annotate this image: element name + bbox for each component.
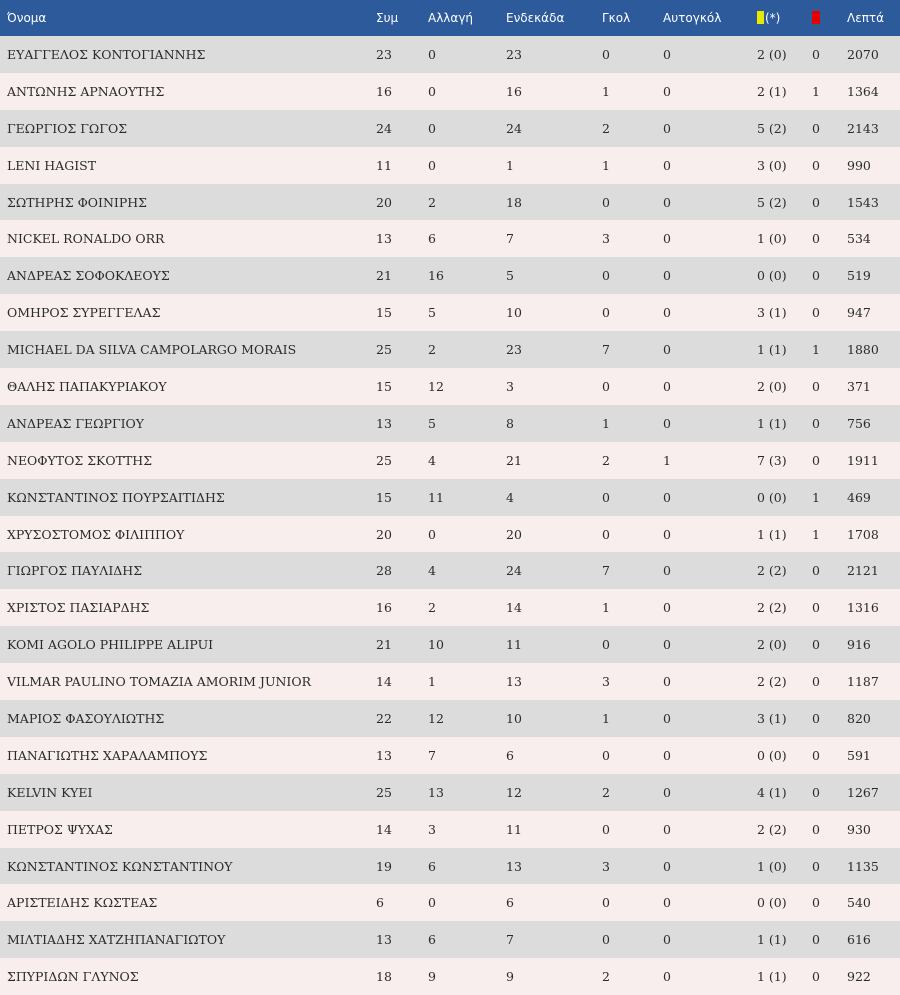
own-goals-cell: 0 bbox=[663, 895, 671, 911]
own-goals-cell: 0 bbox=[663, 526, 671, 542]
substitutions-cell: 4 bbox=[428, 452, 436, 468]
goals-cell: 2 bbox=[602, 969, 610, 985]
substitutions-cell: 5 bbox=[428, 415, 436, 431]
goals-cell: 0 bbox=[602, 378, 610, 394]
table-row bbox=[0, 479, 900, 516]
table-row bbox=[0, 700, 900, 737]
header-apps[interactable]: Συμ bbox=[376, 11, 399, 25]
minutes-cell: 371 bbox=[847, 378, 871, 394]
red-cards-cell: 0 bbox=[812, 194, 820, 210]
starts-cell: 11 bbox=[506, 637, 522, 653]
goals-cell: 1 bbox=[602, 415, 610, 431]
player-name-cell: NICKEL RONALDO ORR bbox=[7, 231, 165, 247]
red-cards-cell: 0 bbox=[812, 268, 820, 284]
appearances-cell: 14 bbox=[376, 674, 392, 690]
starts-cell: 3 bbox=[506, 378, 514, 394]
substitutions-cell: 2 bbox=[428, 600, 436, 616]
own-goals-cell: 0 bbox=[663, 415, 671, 431]
table-row bbox=[0, 147, 900, 184]
red-cards-cell: 0 bbox=[812, 157, 820, 173]
red-cards-cell: 0 bbox=[812, 932, 820, 948]
minutes-cell: 1135 bbox=[847, 858, 879, 874]
yellow-cards-cell: 2 (2) bbox=[757, 563, 787, 579]
minutes-cell: 469 bbox=[847, 489, 871, 505]
starts-cell: 21 bbox=[506, 452, 522, 468]
minutes-cell: 2143 bbox=[847, 120, 879, 136]
own-goals-cell: 0 bbox=[663, 637, 671, 653]
appearances-cell: 13 bbox=[376, 231, 392, 247]
player-name-cell: ΜΑΡΙΟΣ ΦΑΣΟΥΛΙΩΤΗΣ bbox=[7, 710, 165, 726]
player-name-cell: ΚΩΝΣΤΑΝΤΙΝΟΣ ΚΩΝΣΤΑΝΤΙΝΟΥ bbox=[7, 858, 233, 874]
yellow-cards-cell: 0 (0) bbox=[757, 489, 787, 505]
minutes-cell: 922 bbox=[847, 969, 871, 985]
red-cards-cell: 0 bbox=[812, 895, 820, 911]
red-cards-cell: 0 bbox=[812, 600, 820, 616]
player-name-cell: ΧΡΥΣΟΣΤΟΜΟΣ ΦΙΛΙΠΠΟΥ bbox=[7, 526, 185, 542]
starts-cell: 5 bbox=[506, 268, 514, 284]
yellow-cards-cell: 2 (2) bbox=[757, 674, 787, 690]
appearances-cell: 21 bbox=[376, 637, 392, 653]
player-name-cell: ΑΝΤΩΝΗΣ ΑΡΝΑΟΥΤΗΣ bbox=[7, 83, 165, 99]
yellow-cards-cell: 1 (0) bbox=[757, 858, 787, 874]
minutes-cell: 1911 bbox=[847, 452, 879, 468]
player-name-cell: ΑΝΔΡΕΑΣ ΓΕΩΡΓΙΟΥ bbox=[7, 415, 145, 431]
minutes-cell: 1316 bbox=[847, 600, 879, 616]
yellow-cards-cell: 2 (0) bbox=[757, 46, 787, 62]
own-goals-cell: 0 bbox=[663, 674, 671, 690]
substitutions-cell: 13 bbox=[428, 784, 444, 800]
appearances-cell: 15 bbox=[376, 378, 392, 394]
own-goals-cell: 0 bbox=[663, 489, 671, 505]
starts-cell: 1 bbox=[506, 157, 514, 173]
own-goals-cell: 0 bbox=[663, 194, 671, 210]
substitutions-cell: 0 bbox=[428, 46, 436, 62]
substitutions-cell: 5 bbox=[428, 305, 436, 321]
yellow-cards-cell: 5 (2) bbox=[757, 194, 787, 210]
header-own-goals[interactable]: Αυτογκόλ bbox=[663, 11, 722, 25]
starts-cell: 13 bbox=[506, 858, 522, 874]
table-row bbox=[0, 737, 900, 774]
substitutions-cell: 2 bbox=[428, 342, 436, 358]
table-row bbox=[0, 516, 900, 553]
player-name-cell: ΑΡΙΣΤΕΙΔΗΣ ΚΩΣΤΕΑΣ bbox=[7, 895, 158, 911]
goals-cell: 0 bbox=[602, 895, 610, 911]
appearances-cell: 21 bbox=[376, 268, 392, 284]
header-subs[interactable]: Αλλαγή bbox=[428, 11, 474, 25]
player-name-cell: ΚΩΝΣΤΑΝΤΙΝΟΣ ΠΟΥΡΣΑΙΤΙΔΗΣ bbox=[7, 489, 225, 505]
starts-cell: 14 bbox=[506, 600, 522, 616]
player-name-cell: KELVIN KYEI bbox=[7, 784, 93, 800]
table-row bbox=[0, 294, 900, 331]
yellow-cards-cell: 5 (2) bbox=[757, 120, 787, 136]
header-yellow-cards[interactable] bbox=[757, 0, 812, 36]
table-row bbox=[0, 36, 900, 73]
goals-cell: 1 bbox=[602, 600, 610, 616]
player-name-cell: MICHAEL DA SILVA CAMPOLARGO MORAIS bbox=[7, 342, 297, 358]
player-name-cell: ΟΜΗΡΟΣ ΣΥΡΕΓΓΕΛΑΣ bbox=[7, 305, 161, 321]
substitutions-cell: 7 bbox=[428, 747, 436, 763]
player-name-cell: ΑΝΔΡΕΑΣ ΣΟΦΟΚΛΕΟΥΣ bbox=[7, 268, 170, 284]
player-name-cell: LENI HAGIST bbox=[7, 157, 97, 173]
appearances-cell: 15 bbox=[376, 305, 392, 321]
goals-cell: 2 bbox=[602, 784, 610, 800]
substitutions-cell: 6 bbox=[428, 858, 436, 874]
yellow-cards-cell: 2 (2) bbox=[757, 600, 787, 616]
table-row bbox=[0, 257, 900, 294]
minutes-cell: 2121 bbox=[847, 563, 879, 579]
substitutions-cell: 0 bbox=[428, 895, 436, 911]
starts-cell: 16 bbox=[506, 83, 522, 99]
player-name-cell: ΣΩΤΗΡΗΣ ΦΟΙΝΙΡΗΣ bbox=[7, 194, 148, 210]
appearances-cell: 14 bbox=[376, 821, 392, 837]
table-row bbox=[0, 331, 900, 368]
appearances-cell: 13 bbox=[376, 932, 392, 948]
goals-cell: 0 bbox=[602, 747, 610, 763]
substitutions-cell: 1 bbox=[428, 674, 436, 690]
starts-cell: 11 bbox=[506, 821, 522, 837]
starts-cell: 18 bbox=[506, 194, 522, 210]
table-header-row bbox=[0, 0, 900, 36]
goals-cell: 0 bbox=[602, 821, 610, 837]
table-body bbox=[0, 36, 900, 995]
yellow-cards-cell: 3 (1) bbox=[757, 305, 787, 321]
minutes-cell: 916 bbox=[847, 637, 871, 653]
goals-cell: 1 bbox=[602, 83, 610, 99]
red-cards-cell: 0 bbox=[812, 747, 820, 763]
table-row bbox=[0, 626, 900, 663]
starts-cell: 7 bbox=[506, 231, 514, 247]
own-goals-cell: 0 bbox=[663, 342, 671, 358]
yellow-cards-cell: 0 (0) bbox=[757, 895, 787, 911]
goals-cell: 3 bbox=[602, 231, 610, 247]
minutes-cell: 1543 bbox=[847, 194, 879, 210]
starts-cell: 8 bbox=[506, 415, 514, 431]
appearances-cell: 19 bbox=[376, 858, 392, 874]
player-name-cell: ΓΕΩΡΓΙΟΣ ΓΩΓΟΣ bbox=[7, 120, 128, 136]
own-goals-cell: 0 bbox=[663, 83, 671, 99]
yellow-cards-cell: 1 (0) bbox=[757, 231, 787, 247]
yellow-cards-cell: 2 (0) bbox=[757, 378, 787, 394]
red-cards-cell: 0 bbox=[812, 710, 820, 726]
substitutions-cell: 9 bbox=[428, 969, 436, 985]
minutes-cell: 534 bbox=[847, 231, 871, 247]
minutes-cell: 591 bbox=[847, 747, 871, 763]
table-row bbox=[0, 73, 900, 110]
minutes-cell: 1364 bbox=[847, 83, 879, 99]
minutes-cell: 1708 bbox=[847, 526, 879, 542]
red-card-icon bbox=[812, 11, 820, 24]
table-row bbox=[0, 811, 900, 848]
minutes-cell: 820 bbox=[847, 710, 871, 726]
minutes-cell: 947 bbox=[847, 305, 871, 321]
yellow-card-icon bbox=[757, 11, 764, 24]
own-goals-cell: 0 bbox=[663, 231, 671, 247]
minutes-cell: 1267 bbox=[847, 784, 879, 800]
starts-cell: 23 bbox=[506, 342, 522, 358]
substitutions-cell: 16 bbox=[428, 268, 444, 284]
red-cards-cell: 0 bbox=[812, 674, 820, 690]
minutes-cell: 990 bbox=[847, 157, 871, 173]
goals-cell: 0 bbox=[602, 932, 610, 948]
starts-cell: 6 bbox=[506, 895, 514, 911]
goals-cell: 3 bbox=[602, 858, 610, 874]
goals-cell: 1 bbox=[602, 157, 610, 173]
substitutions-cell: 12 bbox=[428, 378, 444, 394]
player-name-cell: ΣΠΥΡΙΔΩΝ ΓΛΥΝΟΣ bbox=[7, 969, 139, 985]
yellow-cards-cell: 1 (1) bbox=[757, 415, 787, 431]
yellow-cards-cell: 1 (1) bbox=[757, 526, 787, 542]
appearances-cell: 11 bbox=[376, 157, 392, 173]
own-goals-cell: 0 bbox=[663, 821, 671, 837]
red-cards-cell: 0 bbox=[812, 231, 820, 247]
player-name-cell: ΠΑΝΑΓΙΩΤΗΣ ΧΑΡΑΛΑΜΠΟΥΣ bbox=[7, 747, 208, 763]
minutes-cell: 2070 bbox=[847, 46, 879, 62]
substitutions-cell: 3 bbox=[428, 821, 436, 837]
minutes-cell: 756 bbox=[847, 415, 871, 431]
player-name-cell: ΜΙΛΤΙΑΔΗΣ ΧΑΤΖΗΠΑΝΑΓΙΩΤΟΥ bbox=[7, 932, 226, 948]
player-name-cell: ΝΕΟΦΥΤΟΣ ΣΚΟΤΤΗΣ bbox=[7, 452, 153, 468]
red-cards-cell: 1 bbox=[812, 342, 820, 358]
own-goals-cell: 0 bbox=[663, 969, 671, 985]
starts-cell: 9 bbox=[506, 969, 514, 985]
red-cards-cell: 0 bbox=[812, 415, 820, 431]
minutes-cell: 616 bbox=[847, 932, 871, 948]
own-goals-cell: 0 bbox=[663, 784, 671, 800]
own-goals-cell: 1 bbox=[663, 452, 671, 468]
yellow-cards-cell: 1 (1) bbox=[757, 969, 787, 985]
red-cards-cell: 0 bbox=[812, 305, 820, 321]
substitutions-cell: 0 bbox=[428, 120, 436, 136]
table-row bbox=[0, 110, 900, 147]
starts-cell: 10 bbox=[506, 710, 522, 726]
substitutions-cell: 12 bbox=[428, 710, 444, 726]
goals-cell: 0 bbox=[602, 637, 610, 653]
player-name-cell: ΕΥΑΓΓΕΛΟΣ ΚΟΝΤΟΓΙΑΝΝΗΣ bbox=[7, 46, 206, 62]
appearances-cell: 13 bbox=[376, 747, 392, 763]
own-goals-cell: 0 bbox=[663, 157, 671, 173]
own-goals-cell: 0 bbox=[663, 600, 671, 616]
table-row bbox=[0, 184, 900, 221]
appearances-cell: 13 bbox=[376, 415, 392, 431]
substitutions-cell: 6 bbox=[428, 932, 436, 948]
table-row bbox=[0, 774, 900, 811]
table-row bbox=[0, 589, 900, 626]
table-row bbox=[0, 848, 900, 885]
starts-cell: 24 bbox=[506, 563, 522, 579]
substitutions-cell: 4 bbox=[428, 563, 436, 579]
header-starts[interactable]: Ενδεκάδα bbox=[506, 11, 565, 25]
minutes-cell: 930 bbox=[847, 821, 871, 837]
goals-cell: 2 bbox=[602, 452, 610, 468]
appearances-cell: 28 bbox=[376, 563, 392, 579]
appearances-cell: 20 bbox=[376, 194, 392, 210]
appearances-cell: 6 bbox=[376, 895, 384, 911]
table-row bbox=[0, 663, 900, 700]
own-goals-cell: 0 bbox=[663, 932, 671, 948]
own-goals-cell: 0 bbox=[663, 747, 671, 763]
red-cards-cell: 0 bbox=[812, 452, 820, 468]
minutes-cell: 1187 bbox=[847, 674, 879, 690]
goals-cell: 0 bbox=[602, 268, 610, 284]
red-cards-cell: 0 bbox=[812, 637, 820, 653]
starts-cell: 12 bbox=[506, 784, 522, 800]
goals-cell: 0 bbox=[602, 305, 610, 321]
appearances-cell: 25 bbox=[376, 452, 392, 468]
appearances-cell: 16 bbox=[376, 83, 392, 99]
starts-cell: 24 bbox=[506, 120, 522, 136]
yellow-cards-cell: 0 (0) bbox=[757, 747, 787, 763]
table-row bbox=[0, 552, 900, 589]
starts-cell: 7 bbox=[506, 932, 514, 948]
red-cards-cell: 0 bbox=[812, 784, 820, 800]
table-row bbox=[0, 442, 900, 479]
minutes-cell: 519 bbox=[847, 268, 871, 284]
yellow-cards-cell: 3 (0) bbox=[757, 157, 787, 173]
player-name-cell: ΠΕΤΡΟΣ ΨΥΧΑΣ bbox=[7, 821, 113, 837]
yellow-cards-cell: 1 (1) bbox=[757, 342, 787, 358]
own-goals-cell: 0 bbox=[663, 305, 671, 321]
red-cards-cell: 1 bbox=[812, 83, 820, 99]
red-cards-cell: 0 bbox=[812, 46, 820, 62]
appearances-cell: 16 bbox=[376, 600, 392, 616]
goals-cell: 2 bbox=[602, 120, 610, 136]
goals-cell: 0 bbox=[602, 489, 610, 505]
red-cards-cell: 0 bbox=[812, 969, 820, 985]
own-goals-cell: 0 bbox=[663, 378, 671, 394]
red-cards-cell: 0 bbox=[812, 821, 820, 837]
substitutions-cell: 11 bbox=[428, 489, 444, 505]
goals-cell: 0 bbox=[602, 46, 610, 62]
yellow-cards-cell: 3 (1) bbox=[757, 710, 787, 726]
own-goals-cell: 0 bbox=[663, 46, 671, 62]
table-row bbox=[0, 958, 900, 995]
yellow-cards-cell: 1 (1) bbox=[757, 932, 787, 948]
yellow-cards-cell: 4 (1) bbox=[757, 784, 787, 800]
own-goals-cell: 0 bbox=[663, 710, 671, 726]
starts-cell: 20 bbox=[506, 526, 522, 542]
substitutions-cell: 0 bbox=[428, 83, 436, 99]
player-name-cell: ΓΙΩΡΓΟΣ ΠΑΥΛΙΔΗΣ bbox=[7, 563, 143, 579]
own-goals-cell: 0 bbox=[663, 268, 671, 284]
yellow-cards-cell: 7 (3) bbox=[757, 452, 787, 468]
red-cards-cell: 0 bbox=[812, 858, 820, 874]
appearances-cell: 15 bbox=[376, 489, 392, 505]
goals-cell: 0 bbox=[602, 526, 610, 542]
starts-cell: 10 bbox=[506, 305, 522, 321]
substitutions-cell: 2 bbox=[428, 194, 436, 210]
yellow-cards-cell: 0 (0) bbox=[757, 268, 787, 284]
table-row bbox=[0, 405, 900, 442]
header-red-cards[interactable] bbox=[812, 0, 847, 36]
appearances-cell: 24 bbox=[376, 120, 392, 136]
red-cards-cell: 0 bbox=[812, 120, 820, 136]
substitutions-cell: 6 bbox=[428, 231, 436, 247]
substitutions-cell: 0 bbox=[428, 157, 436, 173]
minutes-cell: 1880 bbox=[847, 342, 879, 358]
red-cards-cell: 0 bbox=[812, 378, 820, 394]
player-name-cell: ΘΑΛΗΣ ΠΑΠΑΚΥΡΙΑΚΟΥ bbox=[7, 378, 167, 394]
table-row bbox=[0, 884, 900, 921]
header-goals[interactable]: Γκολ bbox=[602, 11, 631, 25]
table-row bbox=[0, 220, 900, 257]
goals-cell: 3 bbox=[602, 674, 610, 690]
substitutions-cell: 0 bbox=[428, 526, 436, 542]
header-name[interactable]: Όνομα bbox=[7, 11, 47, 25]
own-goals-cell: 0 bbox=[663, 858, 671, 874]
player-name-cell: VILMAR PAULINO TOMAZIA AMORIM JUNIOR bbox=[7, 674, 312, 690]
table-row bbox=[0, 921, 900, 958]
red-cards-cell: 0 bbox=[812, 563, 820, 579]
starts-cell: 6 bbox=[506, 747, 514, 763]
own-goals-cell: 0 bbox=[663, 563, 671, 579]
starts-cell: 4 bbox=[506, 489, 514, 505]
appearances-cell: 23 bbox=[376, 46, 392, 62]
yellow-header-suffix: (*) bbox=[765, 11, 781, 25]
starts-cell: 13 bbox=[506, 674, 522, 690]
header-minutes[interactable]: Λεπτά bbox=[847, 11, 885, 25]
red-cards-cell: 1 bbox=[812, 526, 820, 542]
appearances-cell: 25 bbox=[376, 784, 392, 800]
yellow-cards-cell: 2 (1) bbox=[757, 83, 787, 99]
appearances-cell: 22 bbox=[376, 710, 392, 726]
red-cards-cell: 1 bbox=[812, 489, 820, 505]
substitutions-cell: 10 bbox=[428, 637, 444, 653]
goals-cell: 1 bbox=[602, 710, 610, 726]
yellow-cards-cell: 2 (0) bbox=[757, 637, 787, 653]
appearances-cell: 25 bbox=[376, 342, 392, 358]
appearances-cell: 18 bbox=[376, 969, 392, 985]
appearances-cell: 20 bbox=[376, 526, 392, 542]
starts-cell: 23 bbox=[506, 46, 522, 62]
own-goals-cell: 0 bbox=[663, 120, 671, 136]
yellow-cards-cell: 2 (2) bbox=[757, 821, 787, 837]
goals-cell: 0 bbox=[602, 194, 610, 210]
goals-cell: 7 bbox=[602, 563, 610, 579]
table-row bbox=[0, 368, 900, 405]
minutes-cell: 540 bbox=[847, 895, 871, 911]
player-name-cell: KOMI AGOLO PHILIPPE ALIPUI bbox=[7, 637, 214, 653]
goals-cell: 7 bbox=[602, 342, 610, 358]
player-name-cell: ΧΡΙΣΤΟΣ ΠΑΣΙΑΡΔΗΣ bbox=[7, 600, 150, 616]
